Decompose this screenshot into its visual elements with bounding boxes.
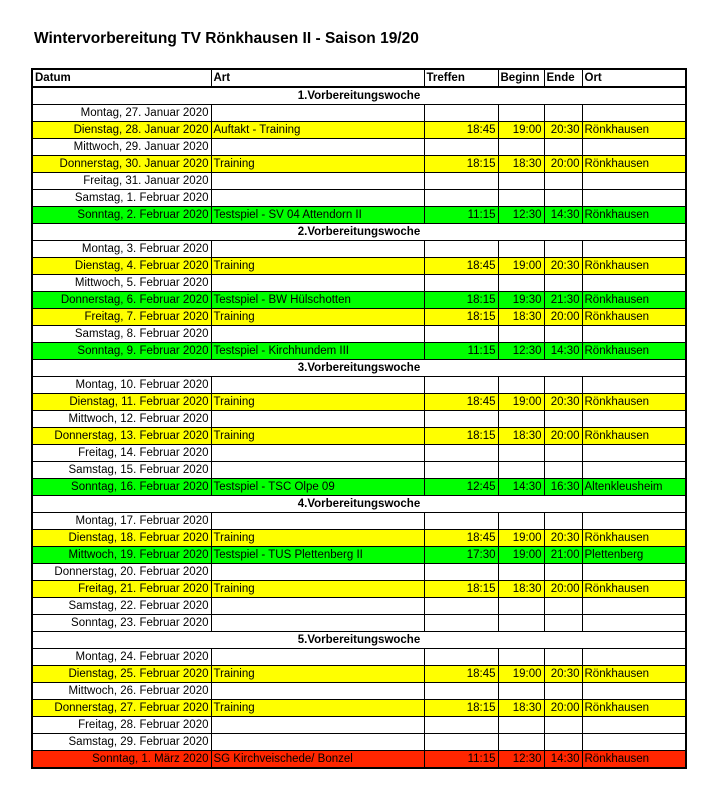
table-row xyxy=(32,377,686,394)
cell-ende xyxy=(544,326,582,343)
cell-treffen xyxy=(424,615,498,632)
cell-treffen xyxy=(424,462,498,479)
week-label: 1.Vorbereitungswoche xyxy=(32,87,686,105)
cell-ort xyxy=(582,717,686,734)
cell-date: Samstag, 8. Februar 2020 xyxy=(32,326,211,343)
table-row xyxy=(32,173,686,190)
cell-art xyxy=(211,105,424,122)
cell-ende xyxy=(544,513,582,530)
cell-treffen xyxy=(424,734,498,751)
cell-art: Training xyxy=(211,309,424,326)
cell-treffen xyxy=(424,683,498,700)
cell-ort xyxy=(582,734,686,751)
cell-art: Training xyxy=(211,700,424,717)
cell-date: Samstag, 29. Februar 2020 xyxy=(32,734,211,751)
cell-treffen: 18:45 xyxy=(424,666,498,683)
week-label: 5.Vorbereitungswoche xyxy=(32,632,686,649)
cell-treffen xyxy=(424,377,498,394)
cell-ort: Rönkhausen xyxy=(582,666,686,683)
cell-art xyxy=(211,445,424,462)
cell-date: Montag, 24. Februar 2020 xyxy=(32,649,211,666)
cell-ort: Rönkhausen xyxy=(582,751,686,769)
cell-beginn: 19:00 xyxy=(498,666,544,683)
header-ende: Ende xyxy=(544,69,582,87)
week-label: 4.Vorbereitungswoche xyxy=(32,496,686,513)
cell-beginn xyxy=(498,598,544,615)
cell-ende xyxy=(544,717,582,734)
cell-treffen: 18:45 xyxy=(424,122,498,139)
cell-treffen xyxy=(424,241,498,258)
table-row xyxy=(32,513,686,530)
cell-art xyxy=(211,734,424,751)
cell-date: Freitag, 14. Februar 2020 xyxy=(32,445,211,462)
table-row xyxy=(32,615,686,632)
table-row xyxy=(32,122,686,139)
cell-beginn xyxy=(498,717,544,734)
cell-treffen xyxy=(424,411,498,428)
cell-ort xyxy=(582,598,686,615)
cell-date: Sonntag, 1. März 2020 xyxy=(32,751,211,769)
table-row xyxy=(32,700,686,717)
cell-beginn: 14:30 xyxy=(498,479,544,496)
cell-date: Freitag, 31. Januar 2020 xyxy=(32,173,211,190)
cell-art: Training xyxy=(211,581,424,598)
header-art: Art xyxy=(211,69,424,87)
cell-art xyxy=(211,615,424,632)
table-row xyxy=(32,479,686,496)
cell-art: Training xyxy=(211,156,424,173)
cell-art xyxy=(211,598,424,615)
table-row xyxy=(32,428,686,445)
cell-date: Mittwoch, 19. Februar 2020 xyxy=(32,547,211,564)
cell-beginn xyxy=(498,445,544,462)
cell-art: Testspiel - Kirchhundem III xyxy=(211,343,424,360)
table-row xyxy=(32,292,686,309)
cell-ende xyxy=(544,564,582,581)
table-row xyxy=(32,105,686,122)
cell-ort xyxy=(582,377,686,394)
table-row xyxy=(32,462,686,479)
cell-art xyxy=(211,241,424,258)
header-row xyxy=(32,69,686,87)
cell-ort: Rönkhausen xyxy=(582,122,686,139)
cell-ende: 20:00 xyxy=(544,581,582,598)
cell-treffen: 17:30 xyxy=(424,547,498,564)
cell-ende: 20:30 xyxy=(544,666,582,683)
header-ort: Ort xyxy=(582,69,686,87)
cell-ende: 20:00 xyxy=(544,700,582,717)
cell-ort xyxy=(582,139,686,156)
table-row xyxy=(32,547,686,564)
cell-art xyxy=(211,649,424,666)
cell-ende xyxy=(544,683,582,700)
header-treffen: Treffen xyxy=(424,69,498,87)
cell-beginn xyxy=(498,105,544,122)
cell-beginn: 19:00 xyxy=(498,530,544,547)
cell-ende xyxy=(544,105,582,122)
cell-art xyxy=(211,411,424,428)
cell-ort: Rönkhausen xyxy=(582,700,686,717)
cell-beginn xyxy=(498,462,544,479)
table-row xyxy=(32,564,686,581)
cell-date: Donnerstag, 20. Februar 2020 xyxy=(32,564,211,581)
cell-treffen: 18:45 xyxy=(424,394,498,411)
cell-beginn xyxy=(498,564,544,581)
cell-date: Mittwoch, 29. Januar 2020 xyxy=(32,139,211,156)
cell-ende: 14:30 xyxy=(544,207,582,224)
cell-art: Training xyxy=(211,666,424,683)
week-label: 3.Vorbereitungswoche xyxy=(32,360,686,377)
table-row xyxy=(32,343,686,360)
cell-beginn xyxy=(498,241,544,258)
cell-beginn: 19:00 xyxy=(498,122,544,139)
cell-ende: 20:00 xyxy=(544,309,582,326)
table-row xyxy=(32,394,686,411)
cell-ort: Rönkhausen xyxy=(582,258,686,275)
cell-ende xyxy=(544,734,582,751)
cell-treffen: 18:15 xyxy=(424,156,498,173)
table-row xyxy=(32,734,686,751)
cell-beginn: 18:30 xyxy=(498,309,544,326)
cell-art: SG Kirchveischede/ Bonzel xyxy=(211,751,424,769)
cell-ende: 20:30 xyxy=(544,394,582,411)
cell-ort xyxy=(582,326,686,343)
cell-date: Freitag, 28. Februar 2020 xyxy=(32,717,211,734)
cell-date: Donnerstag, 27. Februar 2020 xyxy=(32,700,211,717)
cell-beginn: 19:30 xyxy=(498,292,544,309)
cell-beginn: 12:30 xyxy=(498,751,544,769)
table-row xyxy=(32,717,686,734)
cell-ende xyxy=(544,241,582,258)
cell-ende xyxy=(544,615,582,632)
cell-treffen xyxy=(424,105,498,122)
cell-treffen xyxy=(424,173,498,190)
cell-art xyxy=(211,377,424,394)
cell-art: Testspiel - TUS Plettenberg II xyxy=(211,547,424,564)
cell-ende xyxy=(544,649,582,666)
cell-ende xyxy=(544,139,582,156)
table-row xyxy=(32,683,686,700)
table-row xyxy=(32,326,686,343)
cell-ende: 21:00 xyxy=(544,547,582,564)
cell-art: Testspiel - TSC Olpe 09 xyxy=(211,479,424,496)
cell-date: Freitag, 7. Februar 2020 xyxy=(32,309,211,326)
cell-treffen xyxy=(424,717,498,734)
cell-date: Samstag, 1. Februar 2020 xyxy=(32,190,211,207)
cell-date: Sonntag, 16. Februar 2020 xyxy=(32,479,211,496)
cell-beginn: 18:30 xyxy=(498,700,544,717)
table-row xyxy=(32,156,686,173)
cell-ende: 16:30 xyxy=(544,479,582,496)
table-row xyxy=(32,241,686,258)
cell-beginn xyxy=(498,326,544,343)
cell-ende: 21:30 xyxy=(544,292,582,309)
cell-treffen: 18:15 xyxy=(424,581,498,598)
cell-beginn xyxy=(498,173,544,190)
table-row xyxy=(32,445,686,462)
cell-ende: 20:30 xyxy=(544,530,582,547)
cell-ende xyxy=(544,598,582,615)
cell-ende: 20:00 xyxy=(544,156,582,173)
cell-beginn xyxy=(498,734,544,751)
cell-treffen: 11:15 xyxy=(424,343,498,360)
cell-treffen xyxy=(424,275,498,292)
cell-ende xyxy=(544,377,582,394)
cell-treffen: 11:15 xyxy=(424,207,498,224)
cell-ort: Plettenberg xyxy=(582,547,686,564)
cell-treffen: 18:45 xyxy=(424,258,498,275)
cell-beginn xyxy=(498,513,544,530)
cell-date: Montag, 27. Januar 2020 xyxy=(32,105,211,122)
cell-ende: 14:30 xyxy=(544,751,582,769)
cell-beginn: 12:30 xyxy=(498,207,544,224)
cell-date: Sonntag, 9. Februar 2020 xyxy=(32,343,211,360)
cell-art xyxy=(211,173,424,190)
cell-date: Dienstag, 25. Februar 2020 xyxy=(32,666,211,683)
cell-ort: Rönkhausen xyxy=(582,292,686,309)
table-row xyxy=(32,139,686,156)
cell-treffen xyxy=(424,190,498,207)
cell-art xyxy=(211,275,424,292)
cell-ende xyxy=(544,445,582,462)
table-row xyxy=(32,258,686,275)
cell-treffen xyxy=(424,445,498,462)
cell-treffen: 12:45 xyxy=(424,479,498,496)
table-row xyxy=(32,598,686,615)
table-row xyxy=(32,309,686,326)
cell-date: Samstag, 22. Februar 2020 xyxy=(32,598,211,615)
cell-date: Montag, 3. Februar 2020 xyxy=(32,241,211,258)
cell-ort: Rönkhausen xyxy=(582,428,686,445)
cell-art: Training xyxy=(211,394,424,411)
cell-treffen xyxy=(424,598,498,615)
cell-ende: 20:30 xyxy=(544,122,582,139)
cell-art: Testspiel - SV 04 Attendorn II xyxy=(211,207,424,224)
cell-ende xyxy=(544,190,582,207)
cell-ende xyxy=(544,275,582,292)
cell-art xyxy=(211,190,424,207)
cell-art: Testspiel - BW Hülschotten xyxy=(211,292,424,309)
cell-ort xyxy=(582,513,686,530)
cell-ende: 14:30 xyxy=(544,343,582,360)
cell-treffen xyxy=(424,649,498,666)
table-row xyxy=(32,649,686,666)
cell-date: Sonntag, 2. Februar 2020 xyxy=(32,207,211,224)
cell-treffen: 18:15 xyxy=(424,292,498,309)
cell-treffen: 18:15 xyxy=(424,700,498,717)
cell-ort: Rönkhausen xyxy=(582,581,686,598)
cell-date: Dienstag, 4. Februar 2020 xyxy=(32,258,211,275)
cell-treffen xyxy=(424,513,498,530)
table-row xyxy=(32,190,686,207)
cell-treffen xyxy=(424,139,498,156)
table-row xyxy=(32,275,686,292)
cell-date: Dienstag, 18. Februar 2020 xyxy=(32,530,211,547)
cell-ort: Rönkhausen xyxy=(582,207,686,224)
cell-date: Donnerstag, 6. Februar 2020 xyxy=(32,292,211,309)
schedule-table xyxy=(31,68,687,769)
cell-treffen: 18:15 xyxy=(424,309,498,326)
cell-beginn xyxy=(498,649,544,666)
cell-ort xyxy=(582,241,686,258)
cell-art xyxy=(211,513,424,530)
cell-date: Mittwoch, 5. Februar 2020 xyxy=(32,275,211,292)
cell-ort xyxy=(582,190,686,207)
cell-beginn xyxy=(498,411,544,428)
cell-beginn: 18:30 xyxy=(498,428,544,445)
cell-beginn xyxy=(498,683,544,700)
cell-ort xyxy=(582,649,686,666)
table-row xyxy=(32,530,686,547)
cell-art xyxy=(211,564,424,581)
table-row xyxy=(32,581,686,598)
cell-treffen xyxy=(424,564,498,581)
cell-ende: 20:00 xyxy=(544,428,582,445)
cell-ort: Rönkhausen xyxy=(582,343,686,360)
cell-beginn xyxy=(498,190,544,207)
cell-ort xyxy=(582,445,686,462)
cell-beginn xyxy=(498,275,544,292)
cell-beginn: 18:30 xyxy=(498,581,544,598)
week-header-row xyxy=(32,87,686,105)
table-row xyxy=(32,207,686,224)
cell-art xyxy=(211,326,424,343)
table-row xyxy=(32,751,686,769)
header-datum: Datum xyxy=(32,69,211,87)
cell-beginn xyxy=(498,139,544,156)
cell-art xyxy=(211,139,424,156)
cell-date: Donnerstag, 30. Januar 2020 xyxy=(32,156,211,173)
cell-date: Mittwoch, 26. Februar 2020 xyxy=(32,683,211,700)
cell-ende: 20:30 xyxy=(544,258,582,275)
cell-beginn: 18:30 xyxy=(498,156,544,173)
cell-date: Donnerstag, 13. Februar 2020 xyxy=(32,428,211,445)
table-row xyxy=(32,666,686,683)
week-label: 2.Vorbereitungswoche xyxy=(32,224,686,241)
cell-ende xyxy=(544,411,582,428)
cell-date: Samstag, 15. Februar 2020 xyxy=(32,462,211,479)
cell-beginn: 19:00 xyxy=(498,547,544,564)
cell-art xyxy=(211,717,424,734)
header-beginn: Beginn xyxy=(498,69,544,87)
cell-art: Training xyxy=(211,530,424,547)
cell-art xyxy=(211,462,424,479)
cell-ort xyxy=(582,105,686,122)
cell-ort xyxy=(582,683,686,700)
cell-treffen: 18:15 xyxy=(424,428,498,445)
table-row xyxy=(32,411,686,428)
cell-ort: Rönkhausen xyxy=(582,156,686,173)
cell-ort xyxy=(582,564,686,581)
cell-ende xyxy=(544,462,582,479)
cell-date: Dienstag, 28. Januar 2020 xyxy=(32,122,211,139)
cell-ort xyxy=(582,173,686,190)
schedule-body xyxy=(32,87,686,768)
cell-ort xyxy=(582,275,686,292)
cell-treffen: 18:45 xyxy=(424,530,498,547)
week-header-row xyxy=(32,360,686,377)
cell-treffen: 11:15 xyxy=(424,751,498,769)
cell-ort: Rönkhausen xyxy=(582,394,686,411)
document-title: Wintervorbereitung TV Rönkhausen II - Saison 19/20 xyxy=(34,30,419,47)
cell-ort: Rönkhausen xyxy=(582,309,686,326)
cell-art: Training xyxy=(211,258,424,275)
cell-date: Mittwoch, 12. Februar 2020 xyxy=(32,411,211,428)
week-header-row xyxy=(32,496,686,513)
cell-art: Auftakt - Training xyxy=(211,122,424,139)
cell-beginn: 12:30 xyxy=(498,343,544,360)
week-header-row xyxy=(32,224,686,241)
cell-date: Sonntag, 23. Februar 2020 xyxy=(32,615,211,632)
week-header-row xyxy=(32,632,686,649)
cell-date: Montag, 17. Februar 2020 xyxy=(32,513,211,530)
cell-ende xyxy=(544,173,582,190)
cell-ort: Rönkhausen xyxy=(582,530,686,547)
cell-ort xyxy=(582,462,686,479)
cell-treffen xyxy=(424,326,498,343)
cell-ort xyxy=(582,411,686,428)
cell-art xyxy=(211,683,424,700)
cell-beginn xyxy=(498,615,544,632)
cell-ort xyxy=(582,615,686,632)
cell-date: Freitag, 21. Februar 2020 xyxy=(32,581,211,598)
cell-beginn: 19:00 xyxy=(498,394,544,411)
cell-date: Montag, 10. Februar 2020 xyxy=(32,377,211,394)
cell-ort: Altenkleusheim xyxy=(582,479,686,496)
cell-art: Training xyxy=(211,428,424,445)
cell-beginn xyxy=(498,377,544,394)
cell-beginn: 19:00 xyxy=(498,258,544,275)
cell-date: Dienstag, 11. Februar 2020 xyxy=(32,394,211,411)
